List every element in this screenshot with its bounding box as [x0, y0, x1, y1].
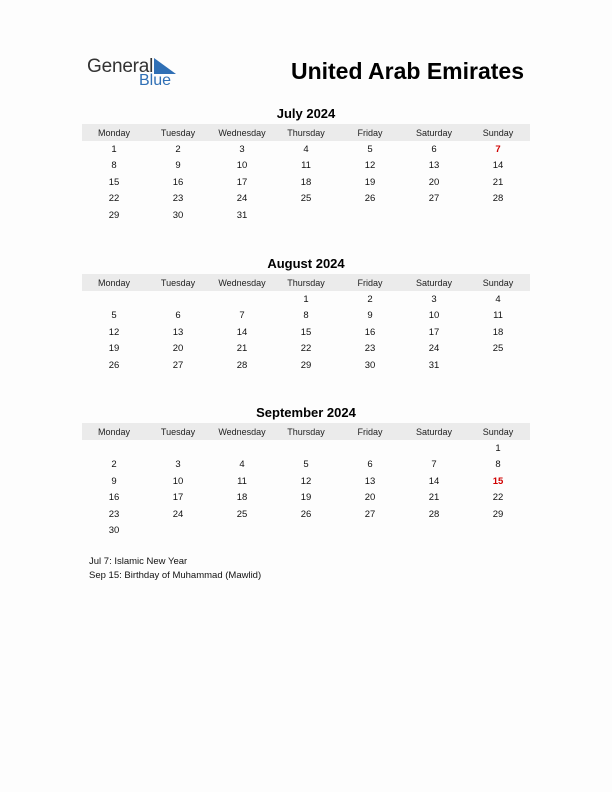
day-cell: 8 [495, 459, 501, 471]
holiday-notes [89, 555, 261, 583]
day-cell: 9 [111, 475, 117, 487]
day-cell: 16 [108, 492, 120, 504]
weekday-label: Tuesday [160, 127, 196, 138]
holiday-day-cell: 7 [495, 143, 501, 155]
day-cell: 2 [175, 143, 181, 155]
day-cell: 27 [364, 508, 376, 520]
day-cell: 24 [172, 508, 184, 520]
day-cell: 14 [236, 326, 248, 338]
day-cell: 14 [428, 475, 440, 487]
weekday-label: Thursday [287, 426, 325, 437]
day-cell: 1 [111, 143, 117, 155]
holiday-day-cell: 15 [492, 475, 504, 487]
day-cell: 20 [428, 176, 440, 188]
day-cell: 20 [172, 343, 184, 355]
weekday-label: Sunday [482, 277, 514, 288]
day-cell: 17 [172, 492, 184, 504]
day-cell: 26 [108, 359, 120, 371]
week-row [82, 324, 530, 341]
holiday-note: Sep 15: Birthday of Muhammad (Mawlid) [89, 570, 262, 581]
weekday-header [82, 124, 530, 141]
day-cell: 4 [239, 459, 245, 471]
weekday-label: Monday [97, 127, 131, 138]
day-cell: 23 [364, 343, 376, 355]
day-cell: 31 [236, 209, 248, 221]
day-cell: 5 [111, 310, 117, 322]
day-cell: 14 [492, 160, 504, 172]
country-title: United Arab Emirates [290, 58, 524, 84]
generalblue-logo [87, 56, 187, 92]
day-cell: 1 [303, 293, 309, 305]
weekday-label: Saturday [415, 277, 453, 288]
week-row [82, 457, 530, 474]
day-cell: 13 [172, 326, 184, 338]
day-cell: 30 [172, 209, 184, 221]
weekday-label: Wednesday [218, 426, 266, 437]
week-row [82, 473, 530, 490]
day-cell: 12 [364, 160, 376, 172]
day-cell: 9 [175, 160, 181, 172]
week-row [82, 440, 530, 457]
day-cell: 15 [300, 326, 312, 338]
week-row [82, 357, 530, 374]
weekday-label: Thursday [287, 127, 325, 138]
day-cell: 17 [428, 326, 440, 338]
day-cell: 21 [428, 492, 440, 504]
day-cell: 3 [239, 143, 245, 155]
day-cell: 25 [300, 193, 312, 205]
day-cell: 29 [492, 508, 504, 520]
month-title: September 2024 [256, 405, 356, 420]
day-cell: 13 [428, 160, 440, 172]
week-rows [82, 440, 530, 539]
day-cell: 2 [111, 459, 117, 471]
day-cell: 11 [301, 160, 311, 172]
day-cell: 3 [175, 459, 181, 471]
day-cell: 28 [492, 193, 504, 205]
day-cell: 21 [492, 176, 504, 188]
week-row [82, 207, 530, 224]
day-cell: 28 [236, 359, 248, 371]
day-cell: 8 [111, 160, 117, 172]
day-cell: 18 [492, 326, 504, 338]
week-row [82, 174, 530, 191]
weekday-header [82, 274, 530, 291]
day-cell: 4 [303, 143, 309, 155]
day-cell: 30 [364, 359, 376, 371]
day-cell: 18 [236, 492, 248, 504]
weekday-label: Monday [97, 277, 131, 288]
day-cell: 26 [364, 193, 376, 205]
day-cell: 6 [175, 310, 181, 322]
weekday-label: Monday [97, 426, 131, 437]
day-cell: 30 [108, 525, 120, 537]
day-cell: 5 [367, 143, 373, 155]
month-title: August 2024 [267, 256, 345, 271]
day-cell: 31 [428, 359, 440, 371]
week-row [82, 523, 530, 540]
day-cell: 9 [367, 310, 373, 322]
weekday-label: Tuesday [160, 426, 196, 437]
day-cell: 10 [172, 475, 184, 487]
week-row [82, 308, 530, 325]
day-cell: 23 [108, 508, 120, 520]
weekday-label: Tuesday [160, 277, 196, 288]
day-cell: 23 [172, 193, 184, 205]
day-cell: 22 [108, 193, 120, 205]
weekday-label: Sunday [482, 426, 514, 437]
day-cell: 6 [431, 143, 437, 155]
month-calendar-september [82, 405, 530, 539]
day-cell: 28 [428, 508, 440, 520]
weekday-label: Wednesday [218, 127, 266, 138]
week-row [82, 158, 530, 175]
day-cell: 12 [300, 475, 312, 487]
week-rows [82, 291, 530, 374]
day-cell: 10 [236, 160, 248, 172]
day-cell: 29 [300, 359, 312, 371]
day-cell: 6 [367, 459, 373, 471]
week-row [82, 341, 530, 358]
day-cell: 29 [108, 209, 120, 221]
day-cell: 2 [367, 293, 373, 305]
day-cell: 1 [495, 442, 501, 454]
day-cell: 22 [492, 492, 504, 504]
day-cell: 22 [300, 343, 312, 355]
day-cell: 25 [236, 508, 248, 520]
week-row [82, 191, 530, 208]
weekday-label: Thursday [287, 277, 325, 288]
day-cell: 16 [364, 326, 376, 338]
day-cell: 27 [172, 359, 184, 371]
month-calendar-august [82, 256, 530, 374]
day-cell: 7 [239, 310, 245, 322]
week-row [82, 506, 530, 523]
week-row [82, 490, 530, 507]
logo-text-general: General [87, 56, 154, 77]
day-cell: 19 [364, 176, 376, 188]
weekday-label: Wednesday [218, 277, 266, 288]
day-cell: 15 [108, 176, 120, 188]
day-cell: 26 [300, 508, 312, 520]
day-cell: 27 [428, 193, 440, 205]
day-cell: 25 [492, 343, 504, 355]
weekday-header [82, 423, 530, 440]
day-cell: 20 [364, 492, 376, 504]
day-cell: 11 [493, 310, 503, 322]
week-row [82, 141, 530, 158]
day-cell: 12 [108, 326, 120, 338]
day-cell: 13 [364, 475, 376, 487]
day-cell: 17 [236, 176, 248, 188]
day-cell: 5 [303, 459, 309, 471]
day-cell: 16 [172, 176, 184, 188]
day-cell: 8 [303, 310, 309, 322]
weekday-label: Sunday [482, 127, 514, 138]
day-cell: 19 [108, 343, 120, 355]
day-cell: 24 [236, 193, 248, 205]
weekday-label: Saturday [415, 426, 453, 437]
day-cell: 24 [428, 343, 440, 355]
weekday-label: Friday [357, 426, 383, 437]
weekday-label: Friday [357, 127, 383, 138]
day-cell: 4 [495, 293, 501, 305]
day-cell: 7 [431, 459, 437, 471]
holiday-note: Jul 7: Islamic New Year [89, 556, 188, 567]
weekday-label: Saturday [415, 127, 453, 138]
logo-text-blue: Blue [139, 72, 172, 89]
week-rows [82, 141, 530, 224]
month-calendar-july [82, 106, 530, 224]
day-cell: 11 [237, 475, 247, 487]
day-cell: 10 [428, 310, 440, 322]
day-cell: 3 [431, 293, 437, 305]
day-cell: 19 [300, 492, 312, 504]
month-title: July 2024 [276, 106, 336, 121]
day-cell: 21 [236, 343, 248, 355]
weekday-label: Friday [357, 277, 383, 288]
week-row [82, 291, 530, 308]
day-cell: 18 [300, 176, 312, 188]
